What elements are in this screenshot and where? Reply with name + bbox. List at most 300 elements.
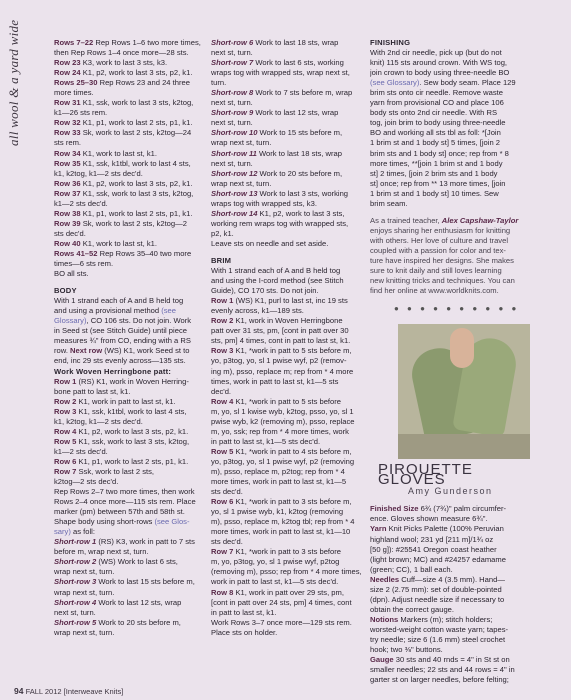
body-text: K3, work to last 3 sts, k3. bbox=[80, 58, 168, 68]
row-label: Row 2 bbox=[54, 396, 77, 406]
body-text: K1, *work in patt to 5 sts before m, bbox=[233, 346, 352, 356]
text-line bbox=[54, 608, 204, 618]
text-line bbox=[54, 387, 204, 397]
text-line bbox=[54, 88, 204, 98]
pattern-title: PIROUETTE GLOVES bbox=[378, 461, 473, 489]
body-text: garter st on larger needles, before felting; bbox=[370, 675, 509, 685]
body-text: brim sts onto cir needle. Remove waste bbox=[370, 88, 503, 98]
body-text: yo, sl 1 pwise wyb, k1, k2tog (removing bbox=[211, 507, 344, 517]
body-text: more times. bbox=[54, 88, 94, 98]
body-text: With 1 strand each of A and B held tog bbox=[211, 266, 341, 276]
text-line bbox=[211, 598, 364, 608]
short-row-label: Short-row 9 bbox=[211, 108, 254, 118]
text-line bbox=[54, 628, 204, 638]
body-text: K1, work in Woven Herringbone bbox=[233, 316, 343, 326]
text-line bbox=[211, 38, 364, 48]
short-row-label: Short-row 5 bbox=[54, 617, 97, 627]
text-line bbox=[54, 48, 204, 58]
body-text: Work to 15 sts before m, bbox=[257, 128, 343, 138]
body-text: (WS) K1, work Seed st to bbox=[102, 346, 190, 356]
text-line bbox=[54, 98, 204, 108]
body-text: K1, *work in patt to 3 sts before m, bbox=[233, 497, 352, 507]
text-line bbox=[370, 675, 528, 685]
text-line bbox=[211, 286, 364, 296]
text-line bbox=[211, 417, 364, 427]
body-text: row. bbox=[54, 346, 71, 356]
row-label: Notions bbox=[370, 614, 399, 624]
text-line bbox=[54, 507, 204, 517]
body-text: work in patt to last st, k1—5 sts dec'd. bbox=[211, 577, 339, 587]
text-line bbox=[211, 88, 364, 98]
body-text: times, work in patt to last st, k1—5 sts bbox=[211, 376, 339, 386]
body-text: measures ¾" from CO, ending with a RS bbox=[54, 336, 191, 346]
body-text: dec'd. bbox=[211, 386, 232, 396]
text-line bbox=[211, 356, 364, 366]
text-line bbox=[211, 108, 364, 118]
short-row-label: Short-row 4 bbox=[54, 597, 97, 607]
text-line bbox=[370, 605, 528, 615]
row-label: Row 33 bbox=[54, 128, 81, 138]
text-line bbox=[370, 655, 528, 665]
body-text: Leave sts on needle and set aside. bbox=[211, 238, 329, 248]
body-text: Knit Picks Palette (100% Peruvian bbox=[386, 524, 504, 534]
short-row-label: Short-row 8 bbox=[211, 88, 254, 98]
magazine-name: [Interweave Knits] bbox=[63, 687, 124, 696]
text-line bbox=[370, 665, 528, 675]
row-label: Row 34 bbox=[54, 148, 81, 158]
text-line bbox=[54, 259, 204, 269]
body-text: st] once; rep from ** 13 more times, [join bbox=[370, 178, 506, 188]
body-text: k1—2 sts dec'd. bbox=[54, 446, 108, 456]
body-text: more times, **[join 1 brim st and 1 body bbox=[370, 158, 503, 168]
body-text: st] 2 times, [join 2 brim sts and 1 body bbox=[370, 168, 498, 178]
text-line bbox=[54, 477, 204, 487]
text-line bbox=[211, 336, 364, 346]
section-heading: FINISHING bbox=[370, 38, 411, 47]
body-text: K1, p2, work to last 3 sts, p2, k1. bbox=[76, 426, 189, 436]
text-line bbox=[211, 78, 364, 88]
text-line bbox=[211, 276, 364, 286]
text-line bbox=[54, 108, 204, 118]
body-text: (removing m), psso; rep from * 4 more times, bbox=[211, 567, 362, 577]
body-text: k1—26 sts rem. bbox=[54, 108, 108, 118]
section-heading: BRIM bbox=[211, 255, 232, 265]
body-text: next st, turn. bbox=[54, 607, 96, 617]
text-line bbox=[54, 58, 204, 68]
row-label: Row 35 bbox=[54, 158, 81, 168]
body-text: p2, k1. bbox=[211, 228, 234, 238]
glossary-link: (see Glossary) bbox=[370, 78, 420, 88]
text-line bbox=[211, 159, 364, 169]
text-line bbox=[54, 427, 204, 437]
text-line bbox=[54, 618, 204, 628]
body-text: Rep Rows 1–6 two more times, bbox=[93, 38, 201, 47]
row-label: Row 5 bbox=[211, 446, 234, 456]
text-line bbox=[370, 615, 528, 625]
row-label: Row 4 bbox=[54, 426, 77, 436]
text-line bbox=[370, 256, 528, 266]
row-label: Row 4 bbox=[211, 396, 234, 406]
body-text: Work to 20 sts before m, bbox=[257, 168, 343, 178]
text-line bbox=[54, 128, 204, 138]
text-line bbox=[211, 628, 364, 638]
body-text: ing m), psso, replace m; rep from * 4 more bbox=[211, 366, 354, 376]
body-text: knit) 115 sts around crown. With WS tog, bbox=[370, 58, 508, 68]
row-label: Row 3 bbox=[54, 406, 77, 416]
glossary-link: (see Glos- bbox=[154, 517, 190, 527]
body-text: Ssk, work to last 2 sts, bbox=[76, 466, 155, 476]
row-label: Row 6 bbox=[54, 456, 77, 466]
row-label: Rows 25–30 bbox=[54, 78, 98, 88]
text-line bbox=[370, 58, 528, 68]
body-text: Work to last 12 sts, wrap bbox=[253, 108, 339, 118]
text-line bbox=[211, 209, 364, 219]
body-text: K1, *work in patt to 4 sts before m, bbox=[233, 446, 352, 456]
body-text: (WS) Work to last 6 sts, bbox=[96, 557, 178, 567]
body-text: before m, wrap next st, turn. bbox=[54, 547, 149, 557]
text-line bbox=[54, 199, 204, 209]
text-line bbox=[54, 577, 204, 587]
row-label: Row 2 bbox=[211, 316, 234, 326]
bio-text: ture have inspired her designs. She makes bbox=[370, 255, 514, 265]
body-text: (WS) K1, purl to last st, inc 19 sts bbox=[233, 296, 348, 306]
text-line bbox=[370, 575, 528, 585]
text-line bbox=[370, 138, 528, 148]
body-text: brim sts and 1 body st] once; rep from * 8 bbox=[370, 148, 509, 158]
body-text: next st, turn. bbox=[211, 48, 253, 58]
body-text: turn. bbox=[211, 78, 227, 88]
short-row-label: Short-row 6 bbox=[211, 38, 254, 47]
body-text: pwise wyb, k2 (removing m), psso, replace bbox=[211, 416, 355, 426]
text-line bbox=[211, 149, 364, 159]
short-row-label: Short-row 1 bbox=[54, 537, 97, 547]
text-line bbox=[370, 514, 528, 524]
body-text: m, yo, p3tog, yo, sl 1 pwise wyf, p2tog bbox=[211, 557, 340, 567]
text-line bbox=[211, 118, 364, 128]
body-text: Place sts on holder. bbox=[211, 627, 278, 637]
text-line bbox=[54, 306, 204, 316]
text-line bbox=[54, 346, 204, 356]
text-line bbox=[211, 537, 364, 547]
text-line bbox=[211, 527, 364, 537]
body-text: Rep Rows 23 and 24 three bbox=[97, 78, 190, 88]
row-label: Row 1 bbox=[54, 376, 77, 386]
text-line bbox=[370, 48, 528, 58]
body-text: (light brown; MC) and #24257 edamame bbox=[370, 554, 506, 564]
text-line bbox=[54, 209, 204, 219]
short-row-label: Short-row 7 bbox=[211, 58, 254, 68]
pattern-author: Amy Gunderson bbox=[408, 486, 493, 497]
text-line bbox=[54, 417, 204, 427]
body-text: K1, p1, work to last 2 sts, p1, k1. bbox=[76, 456, 189, 466]
body-text: body sts onto 2nd cir needle. With RS bbox=[370, 108, 498, 118]
body-text: Work Rows 3–7 once more—129 sts rem. bbox=[211, 617, 352, 627]
text-line bbox=[211, 239, 364, 249]
body-text: wrap next st, turn. bbox=[211, 138, 272, 148]
text-line bbox=[211, 138, 364, 148]
row-label: Row 23 bbox=[54, 58, 81, 68]
row-label: Row 39 bbox=[54, 218, 81, 228]
text-line bbox=[54, 269, 204, 279]
body-text: more times, work in patt to last st, k1—5 bbox=[211, 477, 347, 487]
row-label: Row 40 bbox=[54, 238, 81, 248]
row-label: Yarn bbox=[370, 524, 387, 534]
ornament-dots: ● ● ● ● ● ● ● ● ● ● bbox=[394, 304, 520, 314]
body-text: m), psso, replace m, p2tog; rep from * 4 bbox=[211, 466, 345, 476]
short-row-label: Short-row 11 bbox=[211, 148, 257, 158]
body-text: K1, p1, work to last 2 sts, p1, k1. bbox=[80, 118, 193, 128]
text-line bbox=[370, 595, 528, 605]
body-text: Work to 7 sts before m, wrap bbox=[253, 88, 353, 98]
text-line bbox=[54, 316, 204, 326]
body-text: m, yo, ssk; rep from * 4 more times, work bbox=[211, 426, 349, 436]
page-number: 94 bbox=[14, 686, 24, 696]
body-text: K1, p1, work to last 2 sts, p1, k1. bbox=[80, 208, 193, 218]
text-line bbox=[54, 118, 204, 128]
body-text: K1, ssk, work to last 3 sts, k2tog, bbox=[80, 98, 194, 108]
row-label: Row 32 bbox=[54, 118, 81, 128]
text-line bbox=[211, 266, 364, 276]
text-line bbox=[54, 588, 204, 598]
text-line bbox=[370, 555, 528, 565]
body-text: wrap next st, turn. bbox=[54, 627, 115, 637]
body-text: in Seed st (see Stitch Guide) until piece bbox=[54, 326, 187, 336]
short-row-label: Short-row 14 bbox=[211, 208, 258, 218]
row-label: Rows 41–52 bbox=[54, 248, 98, 258]
body-text: Rows 2–4 once more—115 sts rem. Place bbox=[54, 497, 196, 507]
body-text: yo, p3tog, yo, sl 1 pwise wyf, p2 (remov- bbox=[211, 356, 347, 366]
text-line bbox=[370, 524, 528, 534]
column-3 bbox=[370, 38, 528, 685]
column-1 bbox=[54, 38, 204, 638]
row-label: Rows 7–22 bbox=[54, 38, 94, 47]
body-text: next st, turn. bbox=[211, 118, 253, 128]
gloves-photo bbox=[398, 324, 530, 459]
body-text: Work to 20 sts before m, bbox=[96, 617, 181, 627]
text-line bbox=[370, 108, 528, 118]
bio-text: find her online at www.worldknits.com. bbox=[370, 286, 499, 296]
body-text: patt over 31 sts, pm, [cont in patt over 30 bbox=[211, 326, 349, 336]
body-text: sts dec'd. bbox=[54, 228, 86, 238]
row-label: Finished Size bbox=[370, 504, 419, 514]
row-label: Gauge bbox=[370, 655, 394, 665]
text-line bbox=[370, 585, 528, 595]
text-line bbox=[211, 397, 364, 407]
body-text: in patt to last st, k1—5 sts dec'd. bbox=[211, 436, 321, 446]
text-line bbox=[370, 98, 528, 108]
body-text: K1, work to last st, k1. bbox=[80, 148, 157, 158]
body-text: in patt to last st, k1. bbox=[211, 607, 277, 617]
text-line bbox=[211, 128, 364, 138]
text-line bbox=[211, 219, 364, 229]
text-line bbox=[370, 286, 528, 296]
text-line bbox=[211, 199, 364, 209]
text-line bbox=[211, 256, 364, 266]
body-text: Rep Rows 2–7 two more times, then work bbox=[54, 487, 195, 497]
body-text: K1, p2, work to last 3 sts, bbox=[257, 208, 345, 218]
row-label: Row 1 bbox=[211, 296, 234, 306]
body-text: 6¾ (7¾)" palm circumfer- bbox=[418, 504, 507, 514]
body-text: Work to last 18 sts, wrap bbox=[253, 38, 339, 47]
text-line bbox=[211, 98, 364, 108]
text-line bbox=[54, 179, 204, 189]
body-text: , CO 106 sts. Do not join. Work bbox=[86, 316, 192, 326]
body-text: and using the I-cord method (see Stitch bbox=[211, 276, 344, 286]
body-text: next st, turn. bbox=[211, 98, 253, 108]
text-line bbox=[211, 316, 364, 326]
text-line bbox=[211, 407, 364, 417]
body-text: smaller needles; 22 sts and 44 rows = 4" in bbox=[370, 665, 515, 675]
page-footer bbox=[14, 686, 123, 696]
body-text: K1, work in patt to last st, k1. bbox=[76, 396, 176, 406]
text-line bbox=[54, 598, 204, 608]
text-line bbox=[211, 588, 364, 598]
bio-text: enjoys sharing her enthusiasm for knitting bbox=[370, 225, 511, 235]
body-text: end, inc 29 sts evenly across—135 sts. bbox=[54, 356, 186, 366]
text-line bbox=[211, 306, 364, 316]
body-text: Work to last 6 sts, working bbox=[253, 58, 344, 68]
body-text: K1, ssk, k1tbl, work to last 4 sts, bbox=[80, 158, 191, 168]
text-line bbox=[54, 537, 204, 547]
body-text: times—6 sts rem. bbox=[54, 259, 114, 269]
text-line bbox=[370, 199, 528, 209]
text-line bbox=[54, 149, 204, 159]
bio-text: coupled with a passion for color and tex- bbox=[370, 245, 506, 255]
body-text: yarn from provisional CO and place 106 bbox=[370, 98, 504, 108]
body-text: wrap next st, turn. bbox=[211, 178, 272, 188]
body-text: (dpn). Adjust needle size if necessary to bbox=[370, 594, 505, 604]
issue-label: FALL 2012 bbox=[25, 687, 62, 696]
body-text: Guide), CO 170 sts. Do not join. bbox=[211, 286, 319, 296]
body-text: as foll: bbox=[70, 527, 95, 537]
sidebar bbox=[0, 0, 38, 700]
body-text: evenly across, k1—189 sts. bbox=[211, 306, 304, 316]
body-text: wrap next st, turn. bbox=[54, 587, 115, 597]
text-line bbox=[370, 159, 528, 169]
text-line bbox=[54, 567, 204, 577]
body-text: Sk, work to last 2 sts, k2tog—2 bbox=[80, 218, 187, 228]
body-text: try needle; size 6 (1.6 mm) steel crochet bbox=[370, 634, 506, 644]
text-line bbox=[54, 517, 204, 527]
text-line bbox=[54, 467, 204, 477]
body-text: 30 sts and 40 rnds = 4" in St st on bbox=[393, 655, 510, 665]
body-text: With 1 strand each of A and B held tog bbox=[54, 296, 184, 306]
text-line bbox=[54, 68, 204, 78]
body-text: Work to last 3 sts, working bbox=[257, 188, 349, 198]
text-line bbox=[54, 527, 204, 537]
body-text: sts rem. bbox=[54, 138, 82, 148]
row-label: Row 24 bbox=[54, 68, 81, 78]
body-text: and using a provisional method bbox=[54, 306, 162, 316]
text-line bbox=[54, 38, 204, 48]
text-line bbox=[370, 78, 528, 88]
bio-text: new knitting tricks and techniques. You can bbox=[370, 276, 515, 286]
text-line bbox=[211, 68, 364, 78]
photo-ground bbox=[398, 434, 530, 459]
row-label: Row 38 bbox=[54, 208, 81, 218]
short-row-label: Short-row 12 bbox=[211, 168, 258, 178]
text-line bbox=[54, 557, 204, 567]
body-text: (RS) K1, work in Woven Herring- bbox=[76, 376, 189, 386]
body-text: working rem wraps tog with wrapped sts, bbox=[211, 218, 349, 228]
bio-text: As a trained teacher, bbox=[370, 215, 442, 225]
text-line bbox=[54, 78, 204, 88]
body-text: next st, turn. bbox=[211, 158, 253, 168]
text-line bbox=[370, 504, 528, 514]
text-line bbox=[54, 229, 204, 239]
text-line bbox=[54, 189, 204, 199]
spacer bbox=[370, 209, 528, 216]
text-line bbox=[211, 467, 364, 477]
body-text: K1, work in patt over 29 sts, pm, bbox=[233, 587, 344, 597]
glossary-link: (see bbox=[161, 306, 177, 316]
body-text: Work to last 15 sts before m, bbox=[96, 577, 195, 587]
text-line bbox=[370, 625, 528, 635]
short-row-label: Short-row 3 bbox=[54, 577, 97, 587]
text-line bbox=[54, 377, 204, 387]
body-text: [50 g]): #25541 Oregon coast heather bbox=[370, 544, 497, 554]
text-line bbox=[54, 286, 204, 296]
text-line bbox=[211, 567, 364, 577]
body-text: BO all sts. bbox=[54, 269, 89, 279]
body-text: bone patt to last st, k1. bbox=[54, 386, 131, 396]
body-text: With 2nd cir needle, pick up (but do not bbox=[370, 48, 502, 58]
text-line bbox=[370, 266, 528, 276]
body-text: K1, ssk, work to last 3 sts, k2tog, bbox=[80, 188, 194, 198]
text-line bbox=[370, 635, 528, 645]
body-text: tog, join brim to body using three-needle bbox=[370, 118, 506, 128]
body-text: wraps tog with wrapped sts, wrap next st, bbox=[211, 68, 350, 78]
text-line bbox=[54, 497, 204, 507]
text-line bbox=[54, 447, 204, 457]
body-text: sts dec'd. bbox=[211, 487, 243, 497]
text-line bbox=[54, 407, 204, 417]
body-text: size 2 (2.75 mm): set of double-pointed bbox=[370, 584, 502, 594]
text-line bbox=[211, 296, 364, 306]
text-line bbox=[211, 577, 364, 587]
spacer bbox=[211, 249, 364, 256]
text-line bbox=[211, 48, 364, 58]
body-text: Cuff—size 4 (3.5 mm). Hand— bbox=[399, 574, 505, 584]
text-line bbox=[370, 565, 528, 575]
body-text: (green; CC), 1 ball each. bbox=[370, 564, 453, 574]
row-label: Row 6 bbox=[211, 497, 234, 507]
body-text: wraps tog with wrapped sts, k3. bbox=[211, 198, 317, 208]
text-line bbox=[54, 239, 204, 249]
body-text: m, yo, sl 1 kwise wyb, k2tog, psso, yo, sl 1 bbox=[211, 406, 354, 416]
spacer bbox=[54, 279, 204, 286]
text-line bbox=[54, 547, 204, 557]
text-line bbox=[54, 487, 204, 497]
section-heading: Work Woven Herringbone patt: bbox=[54, 366, 172, 376]
text-line bbox=[211, 437, 364, 447]
text-line bbox=[370, 169, 528, 179]
body-text: m), psso, replace m, k2tog tbl; rep from * 4 bbox=[211, 517, 355, 527]
text-line bbox=[211, 517, 364, 527]
row-label: Row 3 bbox=[211, 346, 234, 356]
body-text: sts dec'd. bbox=[211, 537, 243, 547]
text-line bbox=[211, 457, 364, 467]
text-line bbox=[211, 189, 364, 199]
text-line bbox=[211, 447, 364, 457]
text-line bbox=[54, 397, 204, 407]
body-text: brim seam. bbox=[370, 198, 408, 208]
body-text: obtain the correct gauge. bbox=[370, 604, 455, 614]
body-text: k2tog—2 sts dec'd. bbox=[54, 477, 119, 487]
text-line bbox=[211, 169, 364, 179]
body-text: Sk, work to last 2 sts, k2tog—24 bbox=[80, 128, 192, 138]
section-label: all wool & a yard wide bbox=[6, 20, 21, 147]
